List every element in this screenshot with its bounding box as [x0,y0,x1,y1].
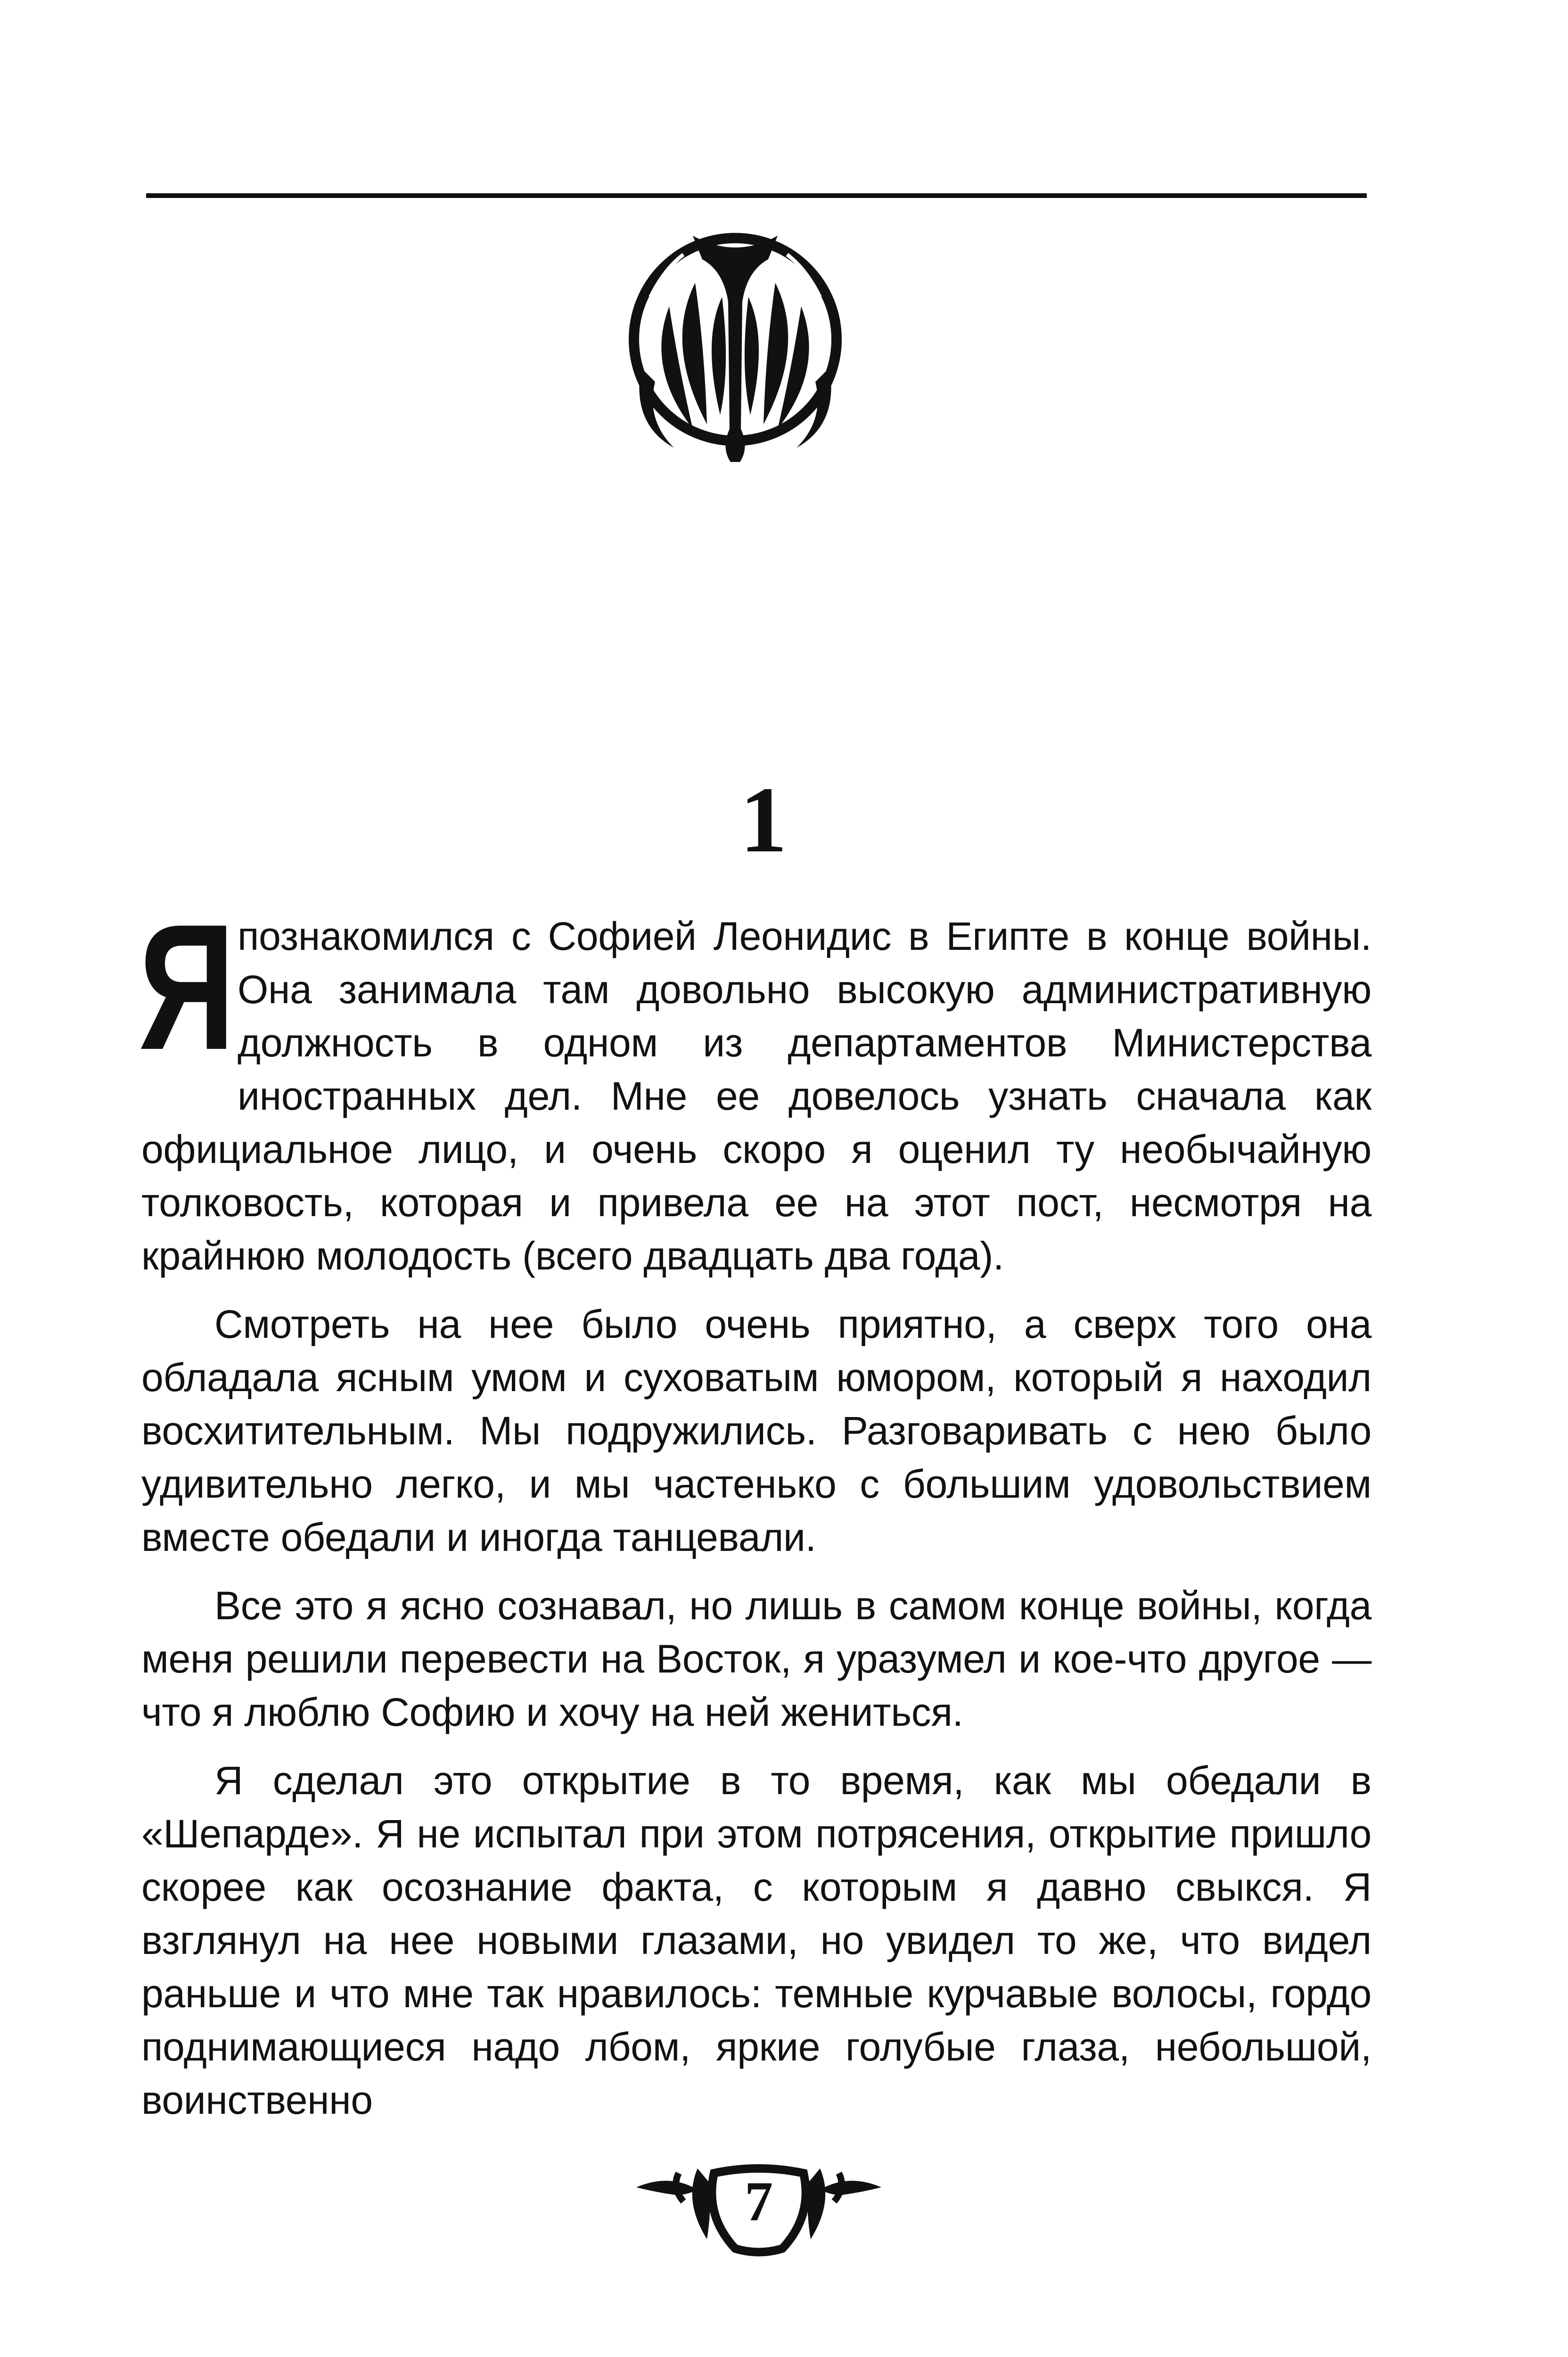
paragraph: Смотреть на нее было очень приятно, а сверх того она обладала ясным умом и суховатым юмором, который я находил восхитительным. Мы подружились. Разговаривать с нею было удивительно легко, и мы частенько с большим удовольствием вместе обедали и иногда танцевали. [141,1302,1371,1559]
paragraph: Я сделал это открытие в то время, как мы обедали в «Шепарде». Я не испытал при этом потрясения, открытие пришло скорее как осознание факта, с которым я давно свыкся. Я взглянул на нее новыми глазами, но увидел то же, что видел раньше и что мне так нравилось: темные курчавые волосы, гордо поднимающиеся надо лбом, яркие голубые глаза, небольшой, воинственно [141,1758,1371,2122]
drop-cap: Я [139,887,235,1087]
chapter-number: 1 [740,768,787,872]
body-text [139,887,1371,2142]
paragraph [139,887,1371,1283]
top-rule [146,193,1367,198]
page-number: 7 [745,2170,773,2233]
paragraph-text: познакомился с Софией Леонидис в Египте в конце войны. Она занимала там довольно высокую административную должность в одном из департаментов Министерства иностранных дел. Мне ее довелось узнать сначала как официальное лицо, и очень скоро я оценил ту необычайную толковость, которая и привела ее на этот пост, несмотря на крайнюю молодость (всего двадцать два года). [141,914,1371,1278]
paragraph: Все это я ясно сознавал, но лишь в самом конце войны, когда меня решили перевести на Восток, я уразумел и кое-что другое — что я люблю Софию и хочу на ней жениться. [141,1583,1371,1734]
chapter-emblem-icon [613,226,858,509]
